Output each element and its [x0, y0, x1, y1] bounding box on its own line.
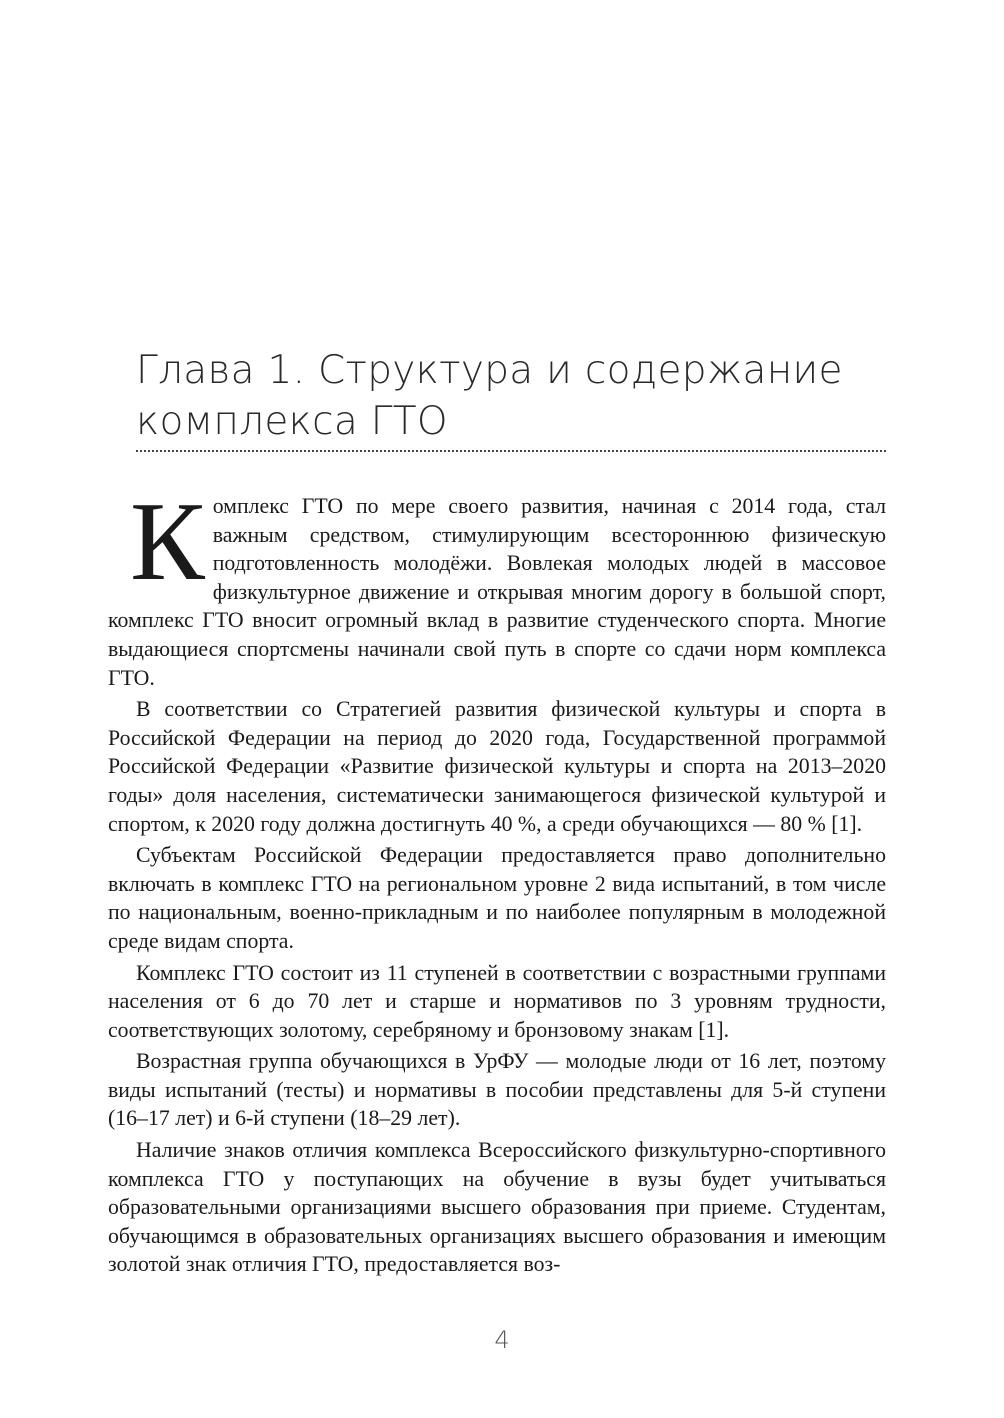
dotted-divider	[136, 450, 886, 452]
paragraph-1	[108, 480, 886, 692]
chapter-title	[136, 345, 896, 447]
paragraph-4: Комплекс ГТО состоит из 11 ступеней в соответствии с возрастными группами населения от 6 до 70 лет и старше и нормативов по 3 уровням трудности, соответствующих золотому, серебряному и бронзовому знакам [1].	[108, 960, 886, 1042]
paragraph-5: Возрастная группа обучающихся в УрФУ — молодые люди от 16 лет, поэтому виды испытаний (тесты) и нормативы в пособии представлены для 5-й ступени (16–17 лет) и 6-й ступени (18–29 лет).	[108, 1049, 886, 1131]
chapter-title-line1: Глава 1. Структура и содержание	[136, 348, 843, 393]
chapter-title-line2: комплекса ГТО	[136, 399, 448, 444]
body-text	[108, 480, 886, 1279]
page-number: 4	[494, 1326, 510, 1354]
paragraph-2: В соответствии со Стратегией развития физической культуры и спорта в Российской Федерации на период до 2020 года, Государственной программой Российской Федерации «Развитие физической культуры и спорта на 2013–2020 годы» доля населения, систематически занимающегося физической культурой и спортом, к 2020 году должна достигнуть 40 %, а среди обучающихся — 80 % [1].	[108, 697, 886, 836]
paragraph-6: Наличие знаков отличия комплекса Всероссийского физкультурно-спортивного комплекса ГТО у поступающих на обучение в вузы будет учитываться образовательными организациями высшего образования при приеме. Студентам, обучающимся в образовательных организациях высшего образования и имеющим золотой знак отличия ГТО, предоставляется воз-	[108, 1138, 886, 1277]
paragraph-1-text: омплекс ГТО по мере своего развития, начиная с 2014 года, стал важным средством, стимулирующим всестороннюю физическую подготовленность молодёжи. Вовлекая молодых людей в массовое физкультурное движение и открывая многим дорогу в большой спорт, комплекс ГТО вносит огромный вклад в развитие студенческого спорта. Многие выдающиеся спортсмены начинали свой путь в спорте со сдачи норм комплекса ГТО.	[108, 494, 886, 690]
paragraph-3: Субъектам Российской Федерации предоставляется право дополнительно включать в комплекс ГТО на региональном уровне 2 вида испытаний, в том числе по национальным, военно-прикладным и по наиболее популярным в молодежной среде видам спорта.	[108, 843, 886, 953]
drop-cap: К	[130, 480, 205, 604]
